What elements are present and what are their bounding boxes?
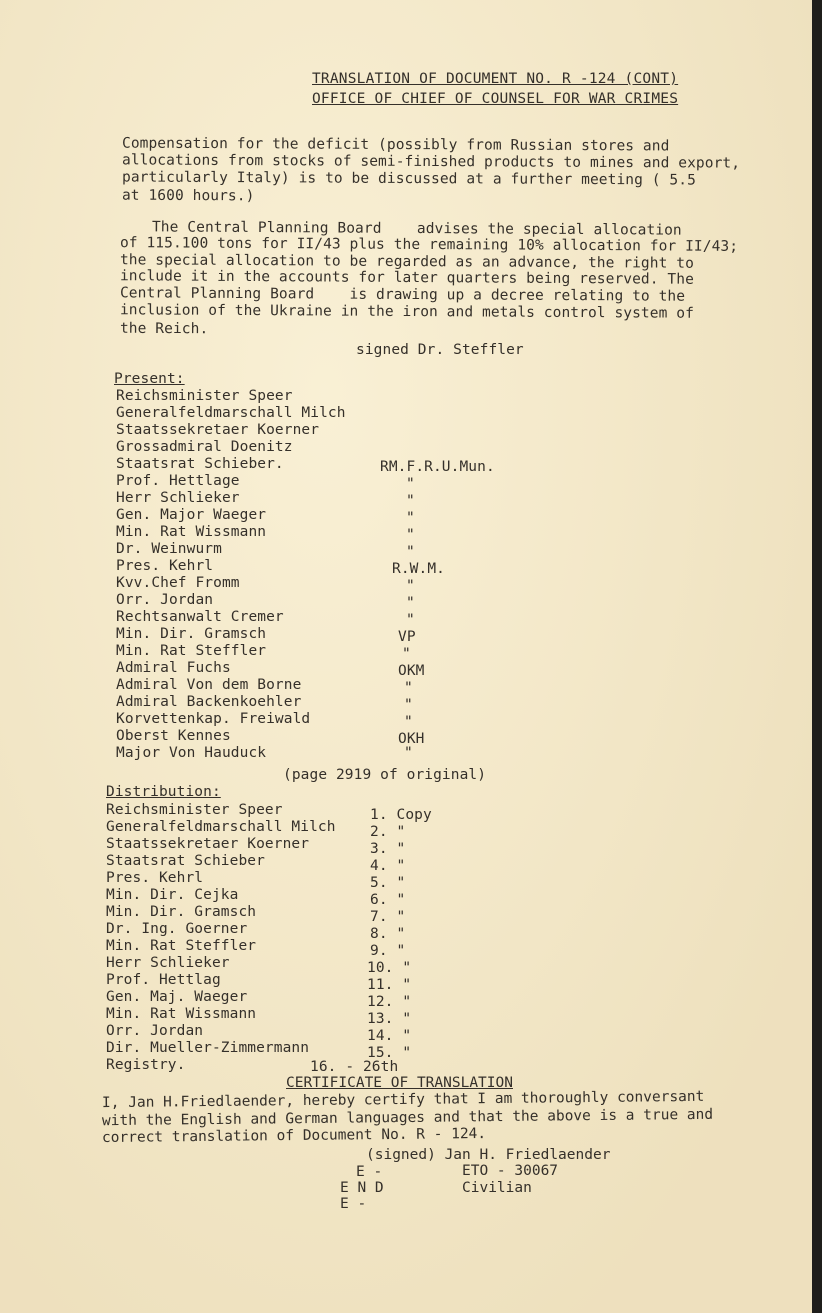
- present-org: ": [406, 493, 415, 509]
- present-name: Rechtsanwalt Cremer: [116, 609, 284, 625]
- paragraph2-line: of 115.100 tons for II/43 plus the remaining 10% allocation for II/43;: [119, 235, 739, 255]
- paragraph1-line: particularly Italy) is to be discussed at a further meeting ( 5.5: [121, 169, 696, 189]
- present-org: ": [406, 578, 415, 594]
- paragraph2-line: the special allocation to be regarded as an advance, the right to: [119, 252, 694, 272]
- present-name: Prof. Hettlage: [116, 473, 240, 489]
- present-heading: Present:: [114, 371, 185, 387]
- present-name: Pres. Kehrl: [116, 558, 214, 574]
- header-title-line2: OFFICE OF CHIEF OF COUNSEL FOR WAR CRIMES: [312, 91, 679, 107]
- present-org: ": [402, 646, 411, 662]
- end-mark-top: E -: [356, 1164, 383, 1180]
- paragraph1-line: at 1600 hours.): [121, 187, 255, 205]
- certificate-serial: ETO - 30067: [462, 1163, 559, 1179]
- paragraph1-line: allocations from stocks of semi-finished products to mines and export,: [121, 152, 741, 172]
- paragraph2-line: Central Planning Board is drawing up a decree relating to the: [119, 285, 686, 305]
- present-name: Dr. Weinwurm: [116, 541, 222, 557]
- present-name: Herr Schlieker: [116, 490, 240, 506]
- distribution-name: Generalfeldmarschall Milch: [106, 819, 336, 835]
- distribution-name: Reichsminister Speer: [106, 802, 283, 818]
- signed-line: signed Dr. Steffler: [356, 342, 524, 358]
- present-name: Staatsrat Schieber.: [116, 456, 284, 472]
- distribution-name: Dir. Mueller-Zimmermann: [106, 1040, 310, 1056]
- certificate-line: correct translation of Document No. R - 124.: [101, 1125, 487, 1147]
- present-org: ": [406, 476, 415, 492]
- end-mark-bottom: E -: [340, 1196, 367, 1212]
- page-note: (page 2919 of original): [283, 767, 487, 783]
- paragraph1-line: Compensation for the deficit (possibly from Russian stores and: [121, 135, 670, 155]
- present-name: Oberst Kennes: [116, 728, 231, 744]
- distribution-name: Orr. Jordan: [106, 1023, 204, 1039]
- present-org: ": [404, 680, 413, 696]
- present-org: ": [404, 697, 413, 713]
- paragraph2-line: include it in the accounts for later quarters being reserved. The: [119, 268, 694, 288]
- distribution-copy: 2. ": [370, 824, 406, 840]
- present-org: R.W.M.: [392, 561, 445, 577]
- present-org: ": [406, 544, 415, 560]
- distribution-copy: 8. ": [370, 926, 406, 942]
- distribution-name: Pres. Kehrl: [106, 870, 204, 886]
- distribution-copy: 13. ": [367, 1011, 412, 1027]
- distribution-name: Min. Dir. Cejka: [106, 887, 239, 903]
- certificate-signature: (signed) Jan H. Friedlaender: [366, 1147, 611, 1163]
- present-name: Grossadmiral Doenitz: [116, 439, 293, 455]
- distribution-name: Min. Rat Wissmann: [106, 1006, 257, 1022]
- distribution-copy: 9. ": [370, 943, 406, 959]
- present-org: ": [404, 745, 413, 761]
- present-name: Major Von Hauduck: [116, 745, 267, 761]
- distribution-copy: 16. - 26th: [310, 1059, 399, 1075]
- certificate-status: Civilian: [462, 1180, 532, 1196]
- distribution-name: Herr Schlieker: [106, 955, 230, 971]
- present-name: Reichsminister Speer: [116, 388, 293, 404]
- present-org: ": [406, 612, 415, 628]
- present-org: VP: [398, 629, 416, 645]
- distribution-copy: 14. ": [367, 1028, 412, 1044]
- distribution-copy: 7. ": [370, 909, 406, 925]
- distribution-name: Prof. Hettlag: [106, 972, 221, 988]
- distribution-name: Staatsrat Schieber: [106, 853, 265, 869]
- scan-edge: [812, 0, 822, 1313]
- distribution-name: Min. Rat Steffler: [106, 938, 257, 954]
- present-name: Korvettenkap. Freiwald: [116, 711, 311, 727]
- present-org: ": [406, 527, 415, 543]
- distribution-copy: 15. ": [367, 1045, 412, 1061]
- distribution-copy: 4. ": [370, 858, 406, 874]
- distribution-name: Dr. Ing. Goerner: [106, 921, 248, 937]
- present-name: Min. Rat Steffler: [116, 643, 267, 659]
- distribution-name: Gen. Maj. Waeger: [106, 989, 248, 1005]
- distribution-copy: 10. ": [367, 960, 412, 976]
- header-title-line1: TRANSLATION OF DOCUMENT NO. R -124 (CONT): [312, 71, 679, 87]
- certificate-line: I, Jan H.Friedlaender, hereby certify that I am thoroughly conversant: [101, 1088, 705, 1112]
- present-org: RM.F.R.U.Mun.: [380, 459, 495, 475]
- present-name: Staatssekretaer Koerner: [116, 422, 320, 438]
- present-org: OKM: [398, 663, 425, 679]
- distribution-copy: 1. Copy: [370, 807, 432, 823]
- present-name: Admiral Fuchs: [116, 660, 231, 676]
- present-name: Gen. Major Waeger: [116, 507, 267, 523]
- present-name: Generalfeldmarschall Milch: [116, 405, 346, 421]
- paragraph2-line: inclusion of the Ukraine in the iron and metals control system of: [119, 302, 694, 322]
- present-org: OKH: [398, 731, 425, 747]
- certificate-heading: CERTIFICATE OF TRANSLATION: [286, 1075, 513, 1091]
- distribution-name: Staatssekretaer Koerner: [106, 836, 310, 852]
- present-name: Min. Rat Wissmann: [116, 524, 267, 540]
- present-name: Kvv.Chef Fromm: [116, 575, 240, 591]
- distribution-copy: 12. ": [367, 994, 412, 1010]
- present-org: ": [406, 510, 415, 526]
- distribution-name: Registry.: [106, 1057, 186, 1073]
- distribution-copy: 3. ": [370, 841, 406, 857]
- distribution-name: Min. Dir. Gramsch: [106, 904, 257, 920]
- certificate-line: with the English and German languages and that the above is a true and: [101, 1106, 714, 1130]
- distribution-copy: 6. ": [370, 892, 406, 908]
- present-name: Admiral Von dem Borne: [116, 677, 302, 693]
- end-mark-middle: E N D: [340, 1180, 384, 1196]
- present-name: Admiral Backenkoehler: [116, 694, 302, 710]
- distribution-copy: 5. ": [370, 875, 406, 891]
- distribution-heading: Distribution:: [106, 784, 221, 800]
- present-name: Min. Dir. Gramsch: [116, 626, 267, 642]
- distribution-copy: 11. ": [367, 977, 412, 993]
- paragraph2-line: The Central Planning Board advises the special allocation: [151, 219, 682, 239]
- paragraph2-line: the Reich.: [119, 320, 209, 338]
- present-org: ": [404, 714, 413, 730]
- present-name: Orr. Jordan: [116, 592, 214, 608]
- present-org: ": [406, 595, 415, 611]
